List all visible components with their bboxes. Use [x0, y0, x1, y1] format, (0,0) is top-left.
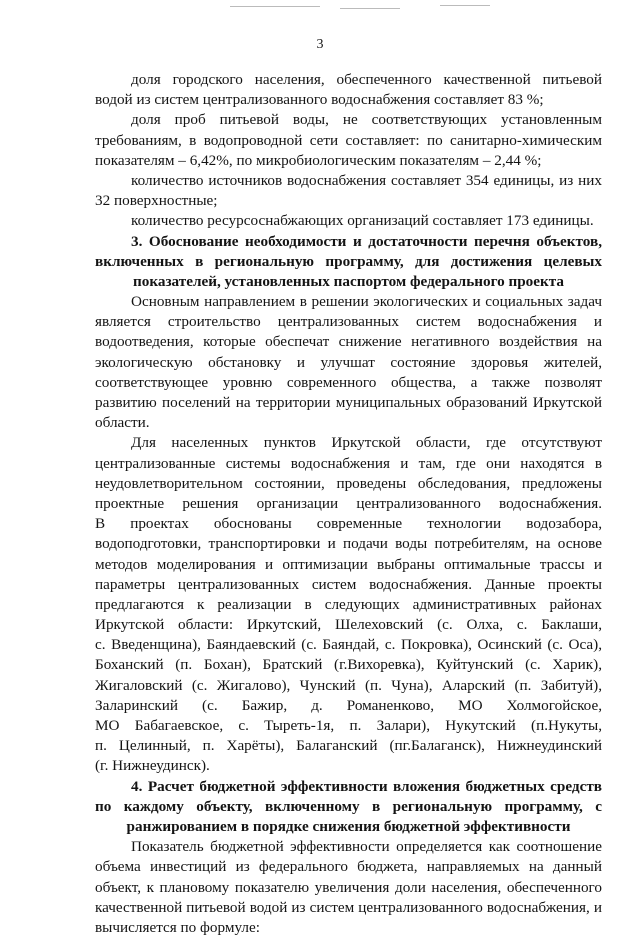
text-line: количество источников водоснабжения составляет 354 единицы, из них	[131, 171, 602, 189]
text-line: п. Целинный, п. Харёты), Балаганский (пг.Балаганск), Нижнеудинский	[95, 737, 602, 755]
text-line: развитию поселений на территории муниципальных образований Иркутской	[95, 394, 602, 411]
text-line: проектные решения организации централизованного водоснабжения.	[95, 494, 602, 512]
text-line: Иркутской области: Иркутский, Шелеховский (с. Олха, с. Баклаши,	[95, 616, 602, 634]
text-line: является строительство централизованных систем водоснабжения и	[95, 313, 602, 331]
scan-artifacts	[0, 0, 640, 20]
page-number: 3	[316, 37, 324, 52]
text-line: требованиям, в водопроводной сети составляет: по санитарно-химическим	[95, 131, 602, 149]
section-3-heading-line-2: включенных в региональную программу, для достижения целевых	[95, 252, 602, 270]
text-line: водоподготовки, транспортировки и подачи воды потребителям, на основе	[95, 535, 602, 553]
text-line: методов моделирования и оптимизации выбраны оптимальные трассы и	[95, 555, 602, 573]
section-3-heading-line-1: 3. Обоснование необходимости и достаточности перечня объектов,	[131, 232, 602, 250]
text-line: объект, к плановому показателю увеличения доли населения, обеспеченного	[95, 878, 602, 896]
text-line: водоотведения, которые обеспечат снижение негативного воздействия на	[95, 333, 602, 351]
text-line: МО Бабагаевское, с. Тыреть-1я, п. Залари), Нукутский (п.Нукуты,	[95, 717, 602, 734]
text-line: Для населенных пунктов Иркутской области, где отсутствуют	[131, 434, 602, 452]
text-line: количество ресурсоснабжающих организаций составляет 173 единицы.	[131, 212, 594, 230]
text-line: доля городского населения, обеспеченного качественной питьевой	[131, 71, 602, 88]
text-line: соответствующее уровню современного общества, а также позволят	[95, 373, 602, 391]
document-body	[95, 70, 602, 938]
text-line: параметры централизованных систем водоснабжения. Данные проекты	[95, 575, 602, 593]
text-line: доля проб питьевой воды, не соответствующих установленным	[131, 111, 602, 129]
section-4-heading-line-2: по каждому объекту, включенному в региональную программу, с	[95, 797, 602, 815]
text-line: объема инвестиций из федерального бюджета, направляемых на данный	[95, 858, 602, 876]
text-line: качественной питьевой водой из систем централизованного водоснабжения, и	[95, 898, 602, 916]
text-line: показателям – 6,42%, по микробиологическим показателям – 2,44 %;	[95, 151, 542, 169]
text-line: водой из систем централизованного водоснабжения составляет 83 %;	[95, 91, 544, 109]
text-line: предлагаются к реализации в следующих административных районах	[95, 595, 602, 613]
text-line: Боханский (п. Бохан), Братский (г.Вихоревка), Куйтунский (с. Харик),	[95, 656, 602, 674]
text-line: Показатель бюджетной эффективности определяется как соотношение	[131, 838, 602, 856]
section-3-heading-line-3: показателей, установленных паспортом федерального проекта	[132, 272, 564, 290]
text-line: Основным направлением в решении экологических и социальных задач	[131, 293, 602, 311]
text-line: вычисляется по формуле:	[95, 918, 260, 936]
text-line: области.	[95, 414, 150, 432]
text-line: Заларинский (с. Бажир, д. Романенково, МО Холмогойское,	[95, 696, 602, 714]
text-line: В проектах обоснованы современные технологии водозабора,	[95, 515, 602, 533]
text-line: неудовлетворительном состоянии, проведены обследования, предложены	[95, 474, 602, 492]
text-line: Жигаловский (с. Жигалово), Чунский (п. Чуна), Аларский (п. Забитуй),	[95, 676, 602, 694]
text-line: 32 поверхностные;	[95, 192, 218, 210]
text-line: (г. Нижнеудинск).	[95, 757, 210, 775]
text-line: с. Введенщина), Баяндаевский (с. Баяндай, с. Покровка), Осинский (с. Оса),	[95, 636, 602, 654]
section-4-heading-line-1: 4. Расчет бюджетной эффективности вложения бюджетных средств	[131, 777, 602, 795]
section-4-heading-line-3: ранжированием в порядке снижения бюджетной эффективности	[126, 817, 571, 835]
text-line: централизованные системы водоснабжения и там, где они находятся в	[95, 454, 602, 472]
text-line: экологическую обстановку и улучшат состояние здоровья жителей,	[95, 353, 602, 371]
